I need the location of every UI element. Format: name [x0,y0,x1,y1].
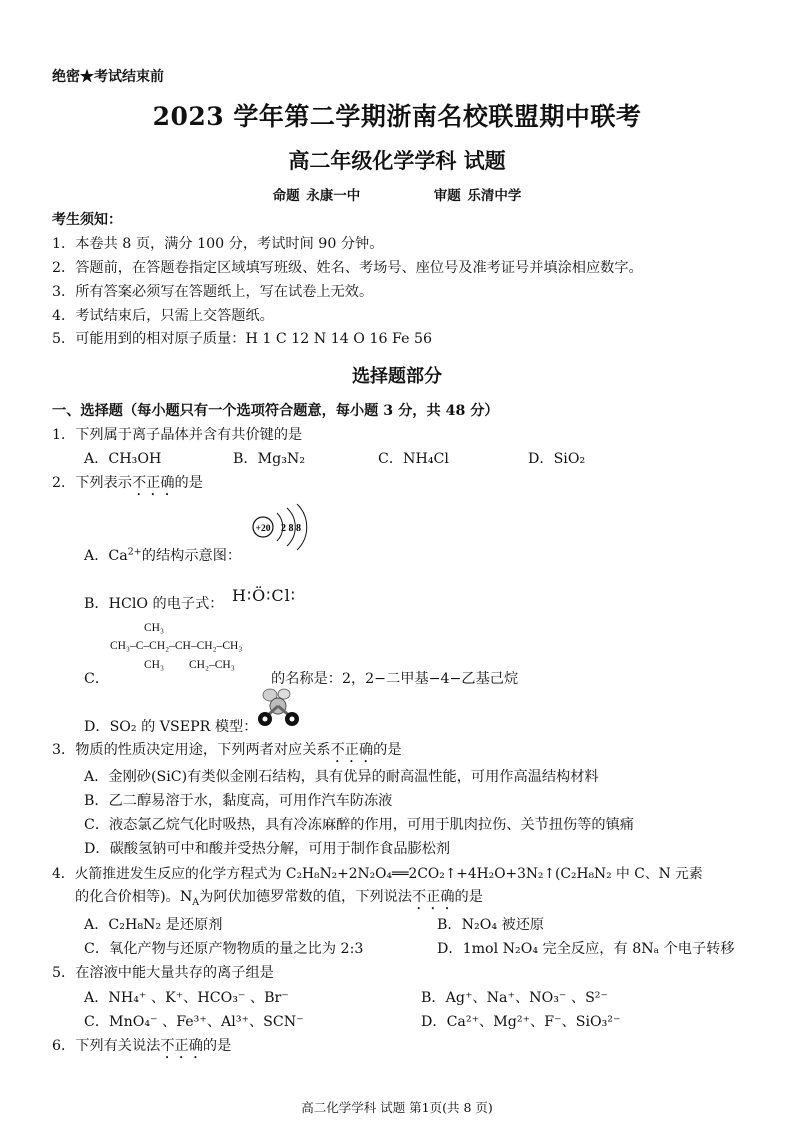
exam-subtitle: 高二年级化学学科 试题 [288,148,506,173]
section-title: 选择题部分 [352,366,442,387]
setter-line [0,184,794,204]
q4-option-c: C．氧化产物与还原产物物质的量之比为 2:3 [84,941,364,957]
q1-option-b: B．Mg₃N₂ [233,451,306,467]
q2-option-d: D．SO₂ 的 VSEPR 模型： [84,719,258,735]
q2-option-a: A．$Ca^{2+}$的结构示意图： [84,546,242,564]
q3-option-a: A．金刚砂(SiC)有类似金刚石结构，具有优异的耐高温性能，可用作高温结构材料 [84,769,599,785]
q1-option-a: A．CH₃OH [84,451,162,467]
reviewer-school: 审题 乐清中学 [433,188,522,204]
notice-item-4: 4．考试结束后，只需上交答题纸。 [52,308,274,324]
setter-school: 命题 永康一中 [272,188,361,204]
notice-title: 考生须知： [52,212,122,228]
q3-option-b: B．乙二醇易溶于水，黏度高，可用作汽车防冻液 [84,793,393,809]
q3-option-c: C．液态氯乙烷气化时吸热，具有冷冻麻醉的作用，可用于肌肉拉伤、关节扭伤等的镇痛 [84,817,634,833]
q2-stem: 2．下列表示不正确的是 [52,475,203,491]
q3-option-d: D．碳酸氢钠可中和酸并受热分解，可用于制作食品膨松剂 [84,841,451,857]
page-footer: 高二化学学科 试题 第1页(共 8 页) [301,1100,493,1115]
q4-option-d: D．1mol N₂O₄ 完全反应，有 8Nₐ 个电子转移 [437,941,735,957]
exam-title: 2023 学年第二学期浙南名校联盟期中联考 [152,102,642,131]
q2-structure-main-chain: CH₃–C–CH₂–CH–CH₂–CH₃ [110,640,243,652]
q5-option-b: B．Ag⁺、Na⁺、NO₃⁻ 、S²⁻ [421,990,608,1006]
shell-electrons: 2 8 8 [281,523,301,534]
q1-option-d: D．SiO₂ [528,451,586,467]
q4-stem-line1: 4．火箭推进发生反应的化学方程式为 C₂H₈N₂+2N₂O₄══2CO₂↑+4H₂O+3N₂↑(C₂H₈N₂ 中 C、N 元素 [52,866,703,882]
notice-item-1: 1．本卷共 8 页，满分 100 分，考试时间 90 分钟。 [52,236,384,252]
nucleus-charge: +20 [255,524,271,534]
q1-stem: 1．下列属于离子晶体并含有共价键的是 [52,427,303,443]
q2-structure-bottom-right: CH₂–CH₃ [189,659,235,671]
ca-ion-structure-diagram [250,500,310,558]
notice-item-3: 3．所有答案必须写在答题纸上，写在试卷上无效。 [52,284,374,300]
q4-option-a: A．C₂H₈N₂ 是还原剂 [84,917,223,933]
q2-option-c-text: 的名称是：2，2−二甲基−4−乙基己烷 [271,671,519,687]
notice-item-2: 2．答题前，在答题卷指定区域填写班级、姓名、考场号、座位号及准考证号并填涂相应数字。 [52,260,643,276]
q2-option-b: B．HClO 的电子式： [84,596,224,612]
q3-stem: 3．物质的性质决定用途，下列两者对应关系不正确的是 [52,742,402,758]
q2-option-c-label: C． [84,671,110,687]
q4-option-b: B．N₂O₄ 被还原 [437,917,545,933]
q5-option-d: D．Ca²⁺、Mg²⁺、F⁻、SiO₃²⁻ [421,1014,621,1030]
q1-option-c: C．NH₄Cl [378,451,449,467]
confidential-label: 绝密★考试结束前 [52,69,164,85]
q5-option-c: C．MnO₄⁻ 、Fe³⁺、Al³⁺、SCN⁻ [84,1014,304,1030]
notice-item-5: 5．可能用到的相对原子质量：H 1 C 12 N 14 O 16 Fe 56 [52,331,433,347]
part-title: 一、选择题（每小题只有一个选项符合题意，每小题 3 分，共 48 分） [52,403,499,419]
q5-stem: 5．在溶液中能大量共存的离子组是 [52,965,274,981]
so2-vsepr-model-image [256,686,304,730]
q4-stem-line2: 的化合价相等)。$N_A$为阿伏加德罗常数的值，下列说法不正确的是 [75,889,483,908]
q5-option-a: A．NH₄⁺ 、K⁺、HCO₃⁻ 、Br⁻ [84,990,289,1006]
q6-stem: 6．下列有关说法不正确的是 [52,1038,232,1054]
q2-structure-bottom-left: CH₃ [144,659,164,671]
hclo-electron-formula: H∶Ö∶Cl∶ [232,586,296,605]
q2-structure-top-branch: CH₃ [144,622,164,634]
